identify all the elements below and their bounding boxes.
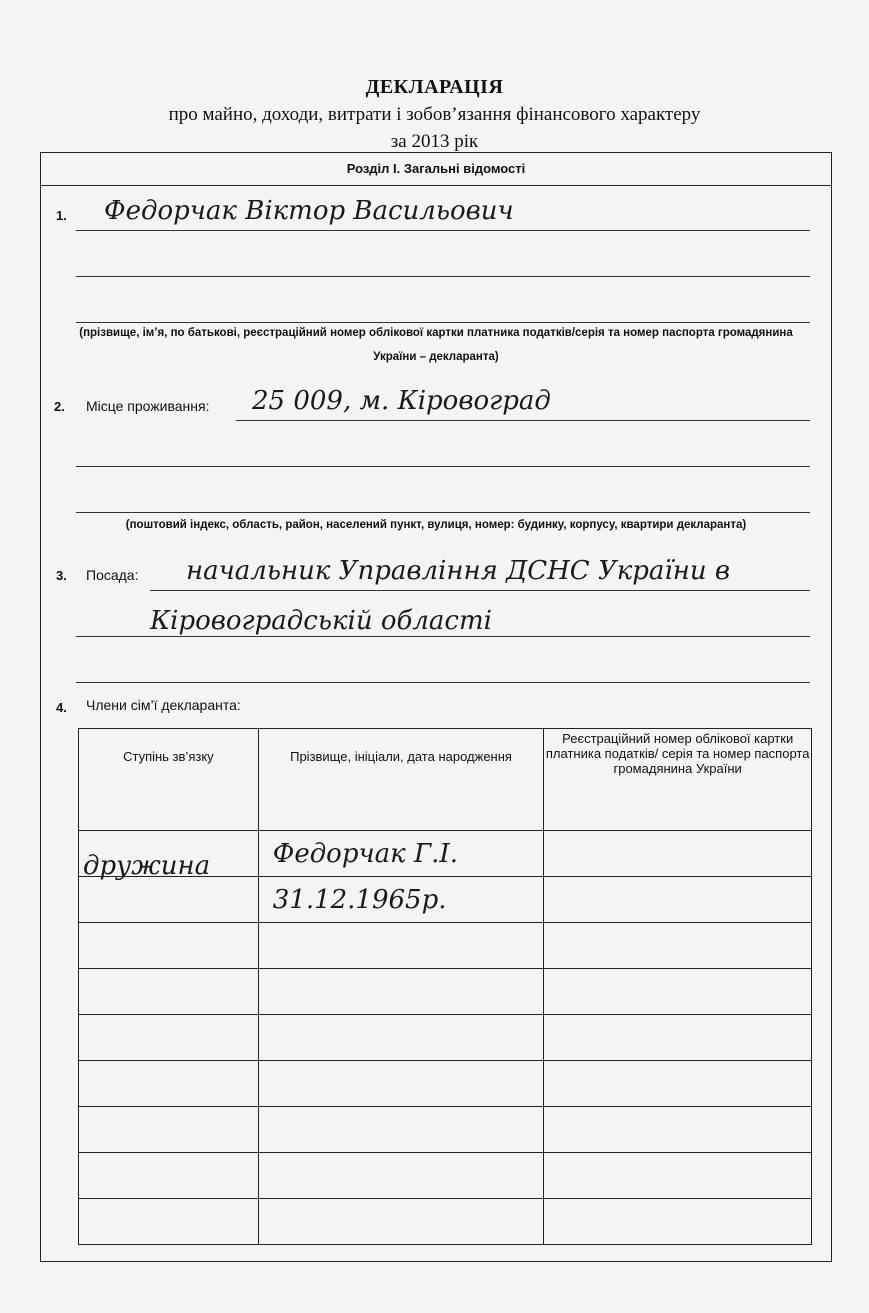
column-header-relation: Ступінь зв’язку [79,729,259,831]
table-header-row [79,729,812,831]
table-cell [79,969,259,1015]
item-2-line-3 [76,512,810,513]
table-row [79,1199,812,1245]
table-cell [544,1107,812,1153]
table-cell [544,1061,812,1107]
item-4-number: 4. [56,700,67,715]
section-title: Розділ І. Загальні відомості [40,152,832,186]
table-cell [258,923,544,969]
item-1-line-1 [76,230,810,231]
item-2-line-1 [236,420,810,421]
item-1-caption-1: (прізвище, ім’я, по батькові, реєстраційний номер облікової картки платника податків/серія та номер паспорта громадянина [79,327,793,339]
item-2-handwritten-address: 25 009, м. Кіровоград [252,386,551,416]
handwritten-family-name: Федорчак Г.І. [272,839,458,869]
document-subtitle: про майно, доходи, витрати і зобов’язання фінансового характеру [168,104,701,125]
item-2-number: 2. [54,399,65,414]
table-cell [79,1015,259,1061]
handwritten-birth-date: 31.12.1965р. [272,885,447,915]
column-header-name: Прізвище, ініціали, дата народження [258,729,544,831]
table-cell [544,1199,812,1245]
document-year: за 2013 рік [390,131,479,152]
table-row [79,1153,812,1199]
table-row [79,1107,812,1153]
table-cell [79,1199,259,1245]
table-cell [79,923,259,969]
table-row [79,1015,812,1061]
table-cell [258,1061,544,1107]
item-1-line-2 [76,276,810,277]
item-3-line-1 [150,590,810,591]
table-cell [544,969,812,1015]
cell-id [544,831,812,877]
table-row [79,969,812,1015]
table-cell [258,1199,544,1245]
table-cell [544,923,812,969]
item-1-handwritten-name: Федорчак Віктор Васильович [104,196,514,226]
item-3-handwritten-position-2: Кіровоградській області [150,606,492,636]
item-3-number: 3. [56,568,67,583]
table-row [79,923,812,969]
item-3-handwritten-position-1: начальник Управління ДСНС України в [186,556,730,586]
table-cell [544,877,812,923]
table-row [79,1061,812,1107]
table-cell [79,1153,259,1199]
item-3-line-3 [76,682,810,683]
table-cell [544,1015,812,1061]
table-cell [258,1015,544,1061]
cell-relation [79,831,259,881]
table-cell [79,1061,259,1107]
item-4-label: Члени сім’ї декларанта: [86,697,241,713]
table-cell [258,1153,544,1199]
table-cell [258,969,544,1015]
item-1-number: 1. [56,208,67,223]
item-2-label: Місце проживання: [86,398,210,414]
item-3-label: Посада: [86,567,139,583]
item-2-line-2 [76,466,810,467]
family-members-table [78,728,812,1245]
item-3-line-2 [76,636,810,637]
column-header-id: Реєстраційний номер облікової картки платника податків/ серія та номер паспорта громадянина України [544,729,812,831]
cell-name [258,831,544,915]
item-2-caption: (поштовий індекс, область, район, населений пункт, вулиця, номер: будинку, корпусу, квартири декларанта) [125,519,747,531]
item-1-line-3 [76,322,810,323]
table-cell [79,1107,259,1153]
table-cell [258,1107,544,1153]
table-row [79,831,812,877]
table-cell [79,877,259,923]
item-1-caption-2: України – декларанта) [373,351,499,363]
document-title: ДЕКЛАРАЦІЯ [365,76,504,98]
handwritten-relation: дружина [83,851,211,881]
table-cell [544,1153,812,1199]
